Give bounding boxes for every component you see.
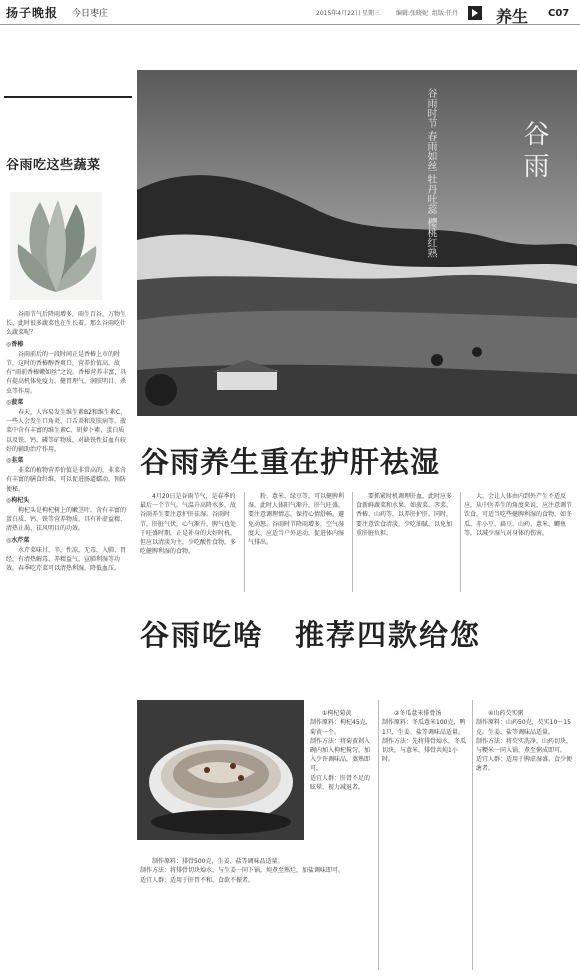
- article1-column-1: [140, 492, 240, 556]
- soup-dish-photo: [137, 700, 304, 840]
- item-name: ◎水芹菜: [6, 536, 30, 544]
- mountain-landscape-image: [137, 70, 577, 416]
- article1-headline: 谷雨养生重在护肝祛湿: [140, 445, 441, 479]
- article1-col2-text: 粉、薏米、绿豆等，可以健脾利湿。此时人体阳气渐升，肝气旺盛，要注意调理情志，保持心情舒畅，避免动怒。谷雨时节降雨增多，空气湿度大，应适当户外运动，促进体内湿气排出。: [248, 493, 345, 547]
- item-text: 枸杞头是枸杞树上的嫩茎叶，含有丰富的蛋白质、钙、铁等营养物质，具有补虚益精、清热止渴、祛风明目的功效。: [6, 507, 127, 533]
- column-divider: [460, 492, 461, 592]
- item-name: ◎菠菜: [6, 398, 24, 406]
- page-code: C07: [548, 8, 570, 19]
- left-column-rule: [4, 96, 132, 98]
- hero-quote-text: 谷雨时节 春雨如丝 牡丹吐蕊 樱桃红熟: [425, 88, 436, 258]
- article2-col4-text: ④山药芡实粥 制作原料：山药50克，芡实10～15克，生姜、盐等调味品适量。 制作方法：将芡实洗净，山药切块，与粳米一同入锅，煮至粥成即可。 适宜人群：适用于脾虚湿盛、食少便溏者。: [476, 710, 573, 773]
- left-column-title: 谷雨吃这些蔬菜: [6, 158, 101, 173]
- article2-col3-text: 制作原料：排骨500克，生姜、盐等调味品适量。 制作方法：将排骨切块焯水，与生姜一同下锅，炖煮至熟烂，加盐调味即可。 适宜人群：适用于肝胃不和、食欲不振者。: [140, 858, 345, 884]
- item-text: 水芹菜味甘、辛，性凉，无毒，入肺、胃经，有清热解毒、养精益气、宣肺利湿等功效。春季吃芹菜可以清热利湿，降低血压。: [6, 546, 127, 573]
- page-header: [0, 0, 580, 25]
- item-name: ◎韭菜: [6, 457, 24, 465]
- newspaper-name: 扬子晚报: [6, 6, 59, 20]
- column-divider: [352, 492, 353, 592]
- item-text: 春天，人容易发生维生素B2和维生素C、一些人会发生口角炎、口舌炎和皮肤病等。菠菜中含有丰富的维生素C、胡萝卜素、蛋白质以及铁、钙、磷等矿物质，对缺铁性贫血有较好的辅助治疗作用。: [6, 409, 127, 453]
- article2-column-4: [476, 700, 576, 783]
- column-divider: [244, 492, 245, 592]
- article2-headline: 谷雨吃啥 推荐四款给您: [140, 618, 482, 652]
- left-column-text: [6, 310, 130, 574]
- section-name: 今日枣庄: [72, 9, 109, 19]
- weekday: 星期三: [362, 10, 381, 17]
- section-title: 养生: [496, 7, 529, 26]
- vegetable-photo: [10, 192, 102, 300]
- article1-column-3: [356, 492, 456, 538]
- item-text: 韭菜的植物营养价值是非常高的，韭菜含有丰富的膳食纤维，可以促进肠道蠕动，预防便秘。: [6, 467, 127, 493]
- column-divider: [378, 700, 379, 970]
- article1-col4-text: 大，会让人体由内到外产生不适反应。从中医养生的角度来说，应注意调节饮食，可适当吃些健脾利湿的食物，如冬瓜、赤小豆、扁豆、山药、薏米、鲫鱼等，以减少湿气对身体的伤害。: [464, 493, 573, 537]
- soup-pot-image: [137, 700, 304, 840]
- article2-col2-text: ②冬瓜薏米排骨汤 制作原料：冬瓜薏米100克，鸭1只，生姜、盐等调味品适量。 制作方法：先将排骨焯水，冬瓜切块，与薏米、排骨共炖1小时。: [382, 710, 467, 764]
- design-credit: 组版:任丹: [432, 10, 459, 17]
- article2-col1-text: ①枸杞菊黄 制作原料：枸杞45克，菊黄一个。 制作方法：将菊黄剁入碗内加入枸杞搅匀，加入少许调味品，蒸熟即可。 适宜人群：肝肾不足的眩晕、视力减退者。: [310, 710, 372, 791]
- item-name: ◎香椿: [6, 340, 24, 348]
- item-name: ◎枸杞头: [6, 496, 30, 504]
- article1-column-2: [248, 492, 348, 547]
- article1-column-4: [464, 492, 572, 538]
- article2-column-2: [382, 700, 468, 774]
- item-text: 谷雨前后的一段时间正是香椿上市的时节，这时的香椿醇香爽口，营养价值高，故有“雨前香椿嫩如丝”之说。香椿营养丰富，具有提高机体免疫力、健胃理气、润肤明目、杀虫等作用。: [6, 350, 127, 395]
- section-arrow-icon: [468, 6, 482, 20]
- left-intro: 谷雨节气后降雨增多，雨生百谷，万物生长，此时很多蔬菜也在生长着，那么谷雨吃什么蔬菜呢？: [6, 311, 127, 337]
- article2-column-3: [140, 848, 370, 894]
- column-divider: [472, 700, 473, 970]
- article2-column-1: [310, 700, 374, 801]
- hero-title: 谷雨: [519, 120, 549, 184]
- issue-date: 2015年4月22日: [316, 10, 361, 17]
- article1-col3-text: 要抓紧时机调理肝血，此时应多食新鲜蔬菜和水果，如菠菜、荠菜、香椿、山药等，以养肝护肝。同时，要注意饮食清淡，少吃油腻，以免加重肝脏负担。: [356, 493, 453, 537]
- hero-landscape-photo: [137, 70, 577, 416]
- editor-credit: 编辑:张晓妮: [396, 10, 429, 17]
- article1-col1-text: 4月20日是谷雨节气，是春季的最后一个节气。气温升高降水多，故谷雨养生要注意护肝祛湿。谷雨时节，肝脏气伏，心气渐升，脾气也处于旺盛时期，正是补身的大好时机，但应以清淡为主，少吃酸性食物，多吃健脾利湿的食物。: [140, 493, 237, 556]
